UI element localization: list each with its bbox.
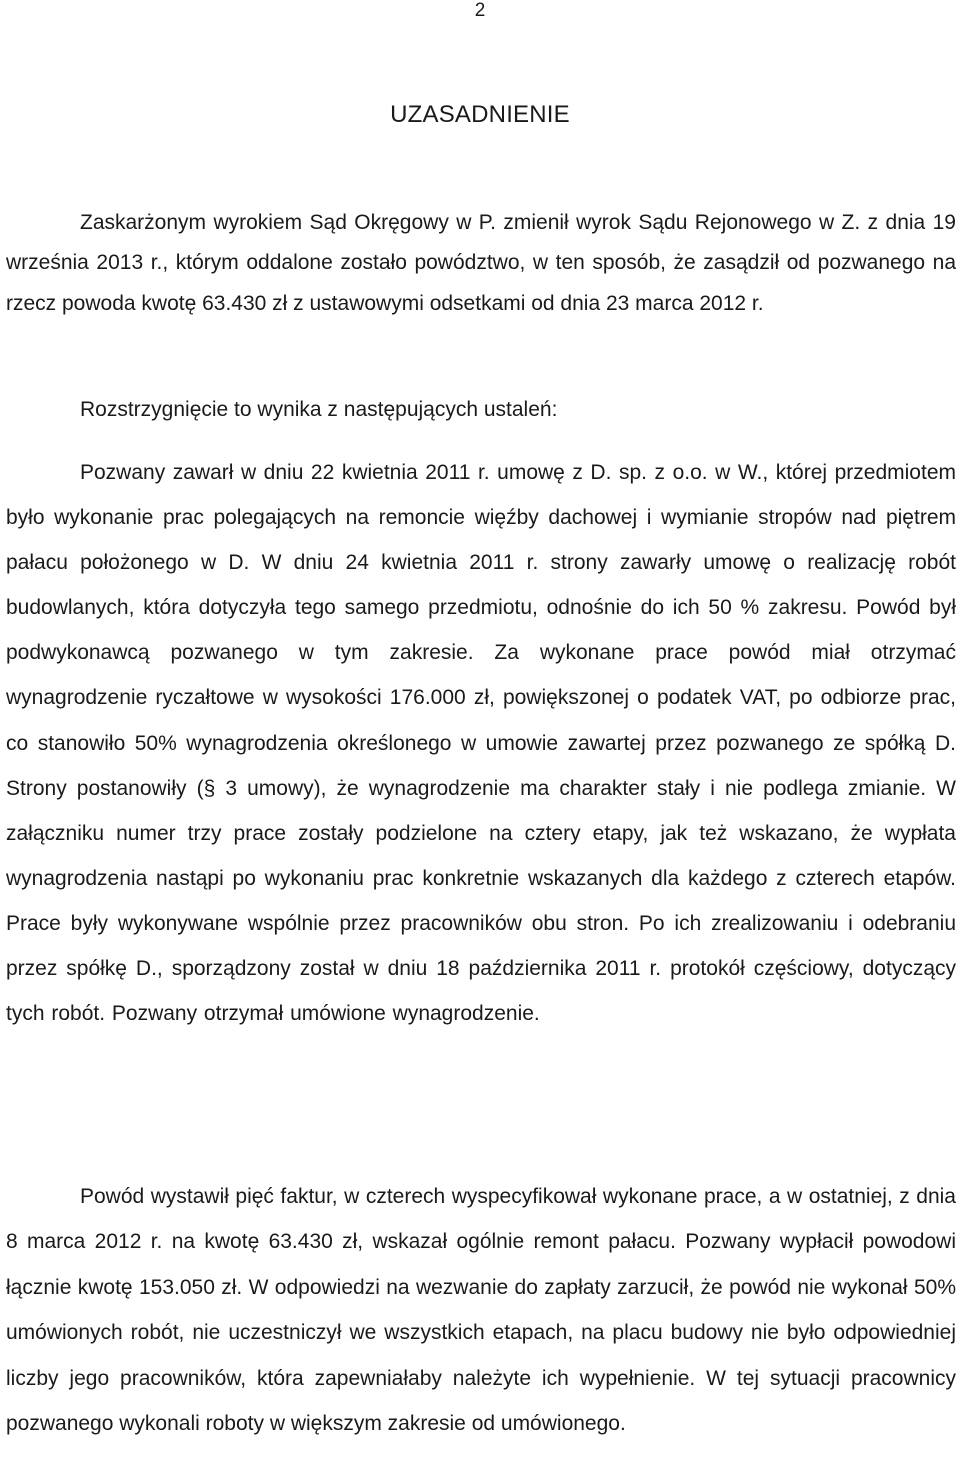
paragraph-findings-intro: Rozstrzygnięcie to wynika z następujących ustaleń: [80,398,558,421]
paragraph-invoices-dispute: Powód wystawił pięć faktur, w czterech wyspecyfikował wykonane prace, a w ostatniej, z dnia 8 marca 2012 r. na kwotę 63.430 zł, wskazał ogólnie remont pałacu. Pozwany wypłacił powodowi łącznie kwotę 153.050 zł. W odpowiedzi na wezwanie do zapłaty zarzucił, że powód nie wykonał 50% umówionych robót, nie uczestniczył we wszystkich etapach, na placu budowy nie było odpowiedniej liczby jego pracowników, która zapewniałaby należyte ich wypełnienie. W tej sytuacji pracownicy pozwanego wykonali roboty w większym zakresie od umówionego. [6,1185,956,1436]
paragraph-contract-facts: Pozwany zawarł w dniu 22 kwietnia 2011 r. umowę z D. sp. z o.o. w W., której przedmiotem było wykonanie prac polegających na remoncie więźby dachowej i wymianie stropów nad piętrem pałacu położonego w D. W dniu 24 kwietnia 2011 r. strony zawarły umowę o realizację robót budowlanych, która dotyczyła tego samego przedmiotu, odnośnie do ich 50 % zakresu. Powód był podwykonawcą pozwanego w tym zakresie. Za wykonane prace powód miał otrzymać wynagrodzenie ryczałtowe w wysokości 176.000 zł, powiększonej o podatek VAT, po odbiorze prac, co stanowiło 50% wynagrodzenia określonego w umowie zawartej przez pozwanego ze spółką D. Strony postanowiły (§ 3 umowy), że wynagrodzenie ma charakter stały i nie podlega zmianie. W załączniku numer trzy prace zostały podzielone na cztery etapy, jak też wskazano, że wypłata wynagrodzenia nastąpi po wykonaniu prac konkretnie wskazanych dla każdego z czterech etapów. Prace były wykonywane wspólnie przez pracowników obu stron. Po ich zrealizowaniu i odebraniu przez spółkę D., sporządzony został w dniu 18 października 2011 r. protokół częściowy, dotyczący tych robót. Pozwany otrzymał umówione wynagrodzenie. [6,461,956,1026]
page-number: 2 [474,0,486,21]
paragraph-judgment-summary: Zaskarżonym wyrokiem Sąd Okręgowy w P. zmienił wyrok Sądu Rejonowego w Z. z dnia 19 września 2013 r., którym oddalone zostało powództwo, w ten sposób, że zasądził od pozwanego na rzecz powoda kwotę 63.430 zł z ustawowymi odsetkami od dnia 23 marca 2012 r. [6,211,956,315]
document-heading: UZASADNIENIE [390,101,570,128]
